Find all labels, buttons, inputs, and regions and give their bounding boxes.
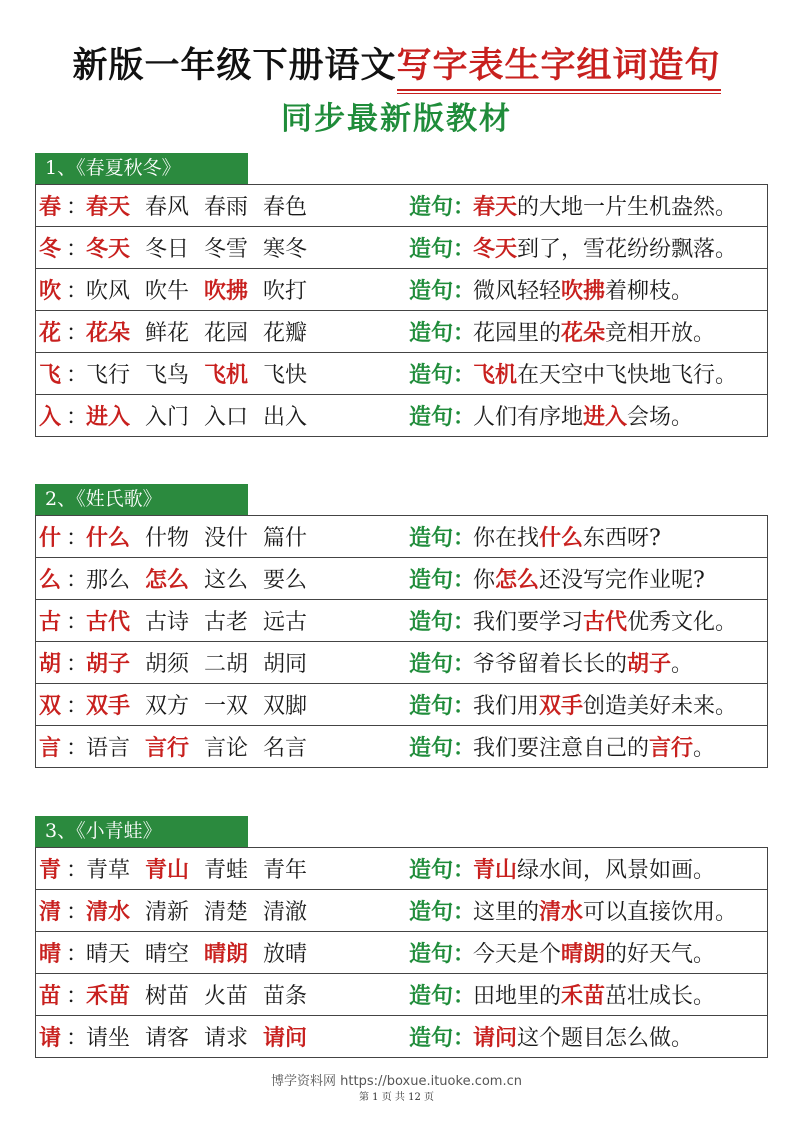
example-sentence (473, 731, 715, 762)
sentence-keyword: 请问 (473, 1025, 518, 1051)
sentence-text: 你 (473, 568, 496, 593)
page-subtitle: 同步最新版教材 (281, 101, 512, 137)
word: 清楚 (204, 900, 249, 925)
word: 这么 (204, 568, 249, 593)
sentence-keyword: 怎么 (495, 567, 540, 593)
word: 什物 (145, 526, 190, 551)
word: 古代 (86, 609, 131, 635)
word: 出入 (263, 405, 308, 430)
sentence-label: 造句 (409, 194, 454, 220)
word-list (86, 316, 409, 347)
sentence-label: 造句 (409, 567, 454, 593)
lesson-section (35, 153, 768, 437)
table-row (36, 516, 767, 558)
sentence-keyword: 冬天 (473, 236, 518, 262)
table-row (36, 558, 767, 600)
word: 清水 (86, 899, 131, 925)
table-row (36, 227, 767, 269)
word: 青山 (145, 857, 190, 883)
word-list (86, 689, 409, 720)
sentence-keyword: 飞机 (473, 362, 518, 388)
word: 远古 (263, 610, 308, 635)
sentence-text: 东西呀? (583, 526, 661, 551)
lesson-section (35, 484, 768, 768)
word: 火苗 (204, 984, 249, 1009)
colon: ： (66, 363, 89, 388)
sentence-keyword: 双手 (539, 693, 584, 719)
colon: ： (453, 983, 476, 1009)
sentence-text: 绿水间，风景如画。 (517, 858, 716, 883)
word: 春天 (86, 194, 131, 220)
word: 春雨 (204, 195, 249, 220)
sentence-text: 在天空中飞快地飞行。 (517, 363, 738, 388)
word: 寒冬 (263, 237, 308, 262)
word: 双手 (86, 693, 131, 719)
table-row (36, 848, 767, 890)
word: 飞快 (263, 363, 308, 388)
sentence-text: 着柳枝。 (605, 279, 694, 304)
character: 飞 (39, 362, 62, 388)
table-row (36, 600, 767, 642)
word: 古诗 (145, 610, 190, 635)
sentence-label: 造句 (409, 278, 454, 304)
example-sentence (473, 400, 693, 431)
lesson-heading: 2、《姓氏歌》 (35, 484, 248, 515)
word: 吹打 (263, 279, 308, 304)
word: 青草 (86, 858, 131, 883)
word: 请客 (145, 1026, 190, 1051)
word: 进入 (86, 404, 131, 430)
word: 没什 (204, 526, 249, 551)
word: 二胡 (204, 652, 249, 677)
sentence-label: 造句 (409, 857, 454, 883)
sentence-keyword: 胡子 (627, 651, 672, 677)
word: 苗条 (263, 984, 308, 1009)
sentence-text: 茁壮成长。 (605, 984, 716, 1009)
character: 晴 (39, 941, 62, 967)
colon: ： (453, 899, 476, 925)
colon: ： (453, 362, 476, 388)
sentence-keyword: 进入 (583, 404, 628, 430)
table-row (36, 185, 767, 227)
colon: ： (453, 693, 476, 719)
table-row (36, 974, 767, 1016)
character: 胡 (39, 651, 62, 677)
table-row (36, 311, 767, 353)
colon: ： (453, 525, 476, 551)
colon: ： (453, 567, 476, 593)
table-row (36, 890, 767, 932)
word: 入口 (204, 405, 249, 430)
word: 要么 (263, 568, 308, 593)
word-list (86, 895, 409, 926)
word-table (35, 184, 768, 437)
sentence-text: 优秀文化。 (627, 610, 738, 635)
character: 请 (39, 1025, 62, 1051)
colon: ： (66, 610, 89, 635)
word-list (86, 190, 409, 221)
colon: ： (66, 942, 89, 967)
lesson-heading: 3、《小青蛙》 (35, 816, 248, 847)
sentence-text: 的大地一片生机盎然。 (517, 195, 738, 220)
word-table (35, 515, 768, 768)
word: 胡子 (86, 651, 131, 677)
example-sentence (473, 979, 715, 1010)
word: 花瓣 (263, 321, 308, 346)
word: 冬雪 (204, 237, 249, 262)
colon: ： (66, 279, 89, 304)
word: 古老 (204, 610, 249, 635)
word: 言行 (145, 735, 190, 761)
example-sentence (473, 358, 737, 389)
sentence-text: 我们要注意自己的 (473, 736, 650, 761)
colon: ： (453, 236, 476, 262)
sentence-text: 。 (693, 736, 716, 761)
table-row (36, 932, 767, 974)
sentence-keyword: 禾苗 (561, 983, 606, 1009)
sentence-keyword: 清水 (539, 899, 584, 925)
sentence-text: 。 (671, 652, 694, 677)
table-row (36, 395, 767, 436)
word: 青年 (263, 858, 308, 883)
word: 花园 (204, 321, 249, 346)
word-list (86, 605, 409, 636)
sentence-text: 微风轻轻 (473, 279, 562, 304)
lesson-section (35, 816, 768, 1058)
colon: ： (453, 404, 476, 430)
title-black-part: 新版一年级下册语文 (72, 45, 397, 86)
word: 禾苗 (86, 983, 131, 1009)
word: 青蛙 (204, 858, 249, 883)
example-sentence (473, 1021, 693, 1052)
word: 春风 (145, 195, 190, 220)
colon: ： (66, 858, 89, 883)
word: 飞机 (204, 362, 249, 388)
word: 冬日 (145, 237, 190, 262)
sentence-text: 你在找 (473, 526, 540, 551)
word: 飞行 (86, 363, 131, 388)
sentence-label: 造句 (409, 651, 454, 677)
sentence-text: 人们有序地 (473, 405, 584, 430)
sentence-text: 到了，雪花纷纷飘落。 (517, 237, 738, 262)
character: 春 (39, 194, 62, 220)
word: 春色 (263, 195, 308, 220)
colon: ： (453, 320, 476, 346)
word: 胡须 (145, 652, 190, 677)
colon: ： (453, 278, 476, 304)
table-row (36, 726, 767, 767)
character: 什 (39, 525, 62, 551)
colon: ： (66, 694, 89, 719)
word: 冬天 (86, 236, 131, 262)
lesson-heading: 1、《春夏秋冬》 (35, 153, 248, 184)
word: 什么 (86, 525, 131, 551)
character: 么 (39, 567, 62, 593)
sentence-text: 这里的 (473, 900, 540, 925)
word: 晴空 (145, 942, 190, 967)
sentence-label: 造句 (409, 693, 454, 719)
table-row (36, 684, 767, 726)
example-sentence (473, 689, 737, 720)
sentence-label: 造句 (409, 899, 454, 925)
table-row (36, 1016, 767, 1057)
word-list (86, 937, 409, 968)
word: 清新 (145, 900, 190, 925)
footer-site: 博学资料网 https://boxue.ituoke.com.cn (271, 1074, 522, 1089)
character: 双 (39, 693, 62, 719)
word-list (86, 400, 409, 431)
word-list (86, 274, 409, 305)
example-sentence (473, 563, 705, 594)
sentence-label: 造句 (409, 236, 454, 262)
sentence-text: 爷爷留着长长的 (473, 652, 628, 677)
example-sentence (473, 895, 737, 926)
character: 言 (39, 735, 62, 761)
example-sentence (473, 647, 693, 678)
colon: ： (453, 609, 476, 635)
sentence-text: 田地里的 (473, 984, 562, 1009)
sentence-label: 造句 (409, 525, 454, 551)
word: 名言 (263, 736, 308, 761)
example-sentence (473, 274, 693, 305)
character: 古 (39, 609, 62, 635)
word-list (86, 731, 409, 762)
word-table (35, 847, 768, 1058)
colon: ： (66, 652, 89, 677)
sentence-label: 造句 (409, 941, 454, 967)
sentence-text: 还没写完作业呢? (539, 568, 705, 593)
sentence-keyword: 什么 (539, 525, 584, 551)
word: 吹牛 (145, 279, 190, 304)
example-sentence (473, 232, 737, 263)
word: 请坐 (86, 1026, 131, 1051)
sentence-label: 造句 (409, 735, 454, 761)
word-list (86, 563, 409, 594)
word: 入门 (145, 405, 190, 430)
character: 苗 (39, 983, 62, 1009)
word-list (86, 358, 409, 389)
colon: ： (66, 237, 89, 262)
colon: ： (66, 526, 89, 551)
example-sentence (473, 316, 715, 347)
word-list (86, 853, 409, 884)
word: 双方 (145, 694, 190, 719)
word: 请求 (204, 1026, 249, 1051)
colon: ： (453, 857, 476, 883)
example-sentence (473, 853, 715, 884)
colon: ： (66, 321, 89, 346)
word: 晴天 (86, 942, 131, 967)
word: 怎么 (145, 567, 190, 593)
sentence-label: 造句 (409, 404, 454, 430)
character: 吹 (39, 278, 62, 304)
sentence-keyword: 古代 (583, 609, 628, 635)
sentence-text: 我们用 (473, 694, 540, 719)
colon: ： (453, 651, 476, 677)
sentence-text: 我们要学习 (473, 610, 584, 635)
colon: ： (66, 405, 89, 430)
word-list (86, 979, 409, 1010)
sentence-keyword: 青山 (473, 857, 518, 883)
sentence-label: 造句 (409, 320, 454, 346)
word-list (86, 1021, 409, 1052)
colon: ： (66, 1026, 89, 1051)
word: 双脚 (263, 694, 308, 719)
sentence-text: 这个题目怎么做。 (517, 1026, 694, 1051)
word: 语言 (86, 736, 131, 761)
colon: ： (66, 568, 89, 593)
sentence-label: 造句 (409, 609, 454, 635)
colon: ： (66, 984, 89, 1009)
title-red-part: 写字表生字组词造句 (397, 44, 721, 92)
word: 鲜花 (145, 321, 190, 346)
sentence-keyword: 花朵 (561, 320, 606, 346)
character: 清 (39, 899, 62, 925)
sentence-text: 创造美好未来。 (583, 694, 738, 719)
character: 冬 (39, 236, 62, 262)
colon: ： (66, 736, 89, 761)
character: 青 (39, 857, 62, 883)
sentence-text: 竞相开放。 (605, 321, 716, 346)
word: 请问 (263, 1025, 308, 1051)
word: 树苗 (145, 984, 190, 1009)
sentence-text: 会场。 (627, 405, 694, 430)
word-list (86, 521, 409, 552)
page-title (0, 44, 793, 92)
example-sentence (473, 605, 737, 636)
table-row (36, 269, 767, 311)
colon: ： (66, 900, 89, 925)
example-sentence (473, 521, 661, 552)
sentence-keyword: 晴朗 (561, 941, 606, 967)
example-sentence (473, 190, 737, 221)
colon: ： (66, 195, 89, 220)
word: 言论 (204, 736, 249, 761)
word: 晴朗 (204, 941, 249, 967)
word: 飞鸟 (145, 363, 190, 388)
word: 吹拂 (204, 278, 249, 304)
table-row (36, 353, 767, 395)
sentence-keyword: 吹拂 (561, 278, 606, 304)
sentence-keyword: 春天 (473, 194, 518, 220)
word-list (86, 232, 409, 263)
colon: ： (453, 1025, 476, 1051)
example-sentence (473, 937, 715, 968)
page-number: 第 1 页 共 12 页 (359, 1092, 434, 1103)
character: 入 (39, 404, 62, 430)
sentence-label: 造句 (409, 1025, 454, 1051)
sentence-label: 造句 (409, 983, 454, 1009)
table-row (36, 642, 767, 684)
word-list (86, 647, 409, 678)
word: 吹风 (86, 279, 131, 304)
word: 清澈 (263, 900, 308, 925)
word: 胡同 (263, 652, 308, 677)
sentence-text: 今天是个 (473, 942, 562, 967)
colon: ： (453, 941, 476, 967)
word: 那么 (86, 568, 131, 593)
word: 花朵 (86, 320, 131, 346)
sentence-text: 可以直接饮用。 (583, 900, 738, 925)
colon: ： (453, 194, 476, 220)
word: 放晴 (263, 942, 308, 967)
sentence-keyword: 言行 (649, 735, 694, 761)
word: 一双 (204, 694, 249, 719)
sentence-label: 造句 (409, 362, 454, 388)
character: 花 (39, 320, 62, 346)
word: 篇什 (263, 526, 308, 551)
sentence-text: 的好天气。 (605, 942, 716, 967)
sentence-text: 花园里的 (473, 321, 562, 346)
colon: ： (453, 735, 476, 761)
